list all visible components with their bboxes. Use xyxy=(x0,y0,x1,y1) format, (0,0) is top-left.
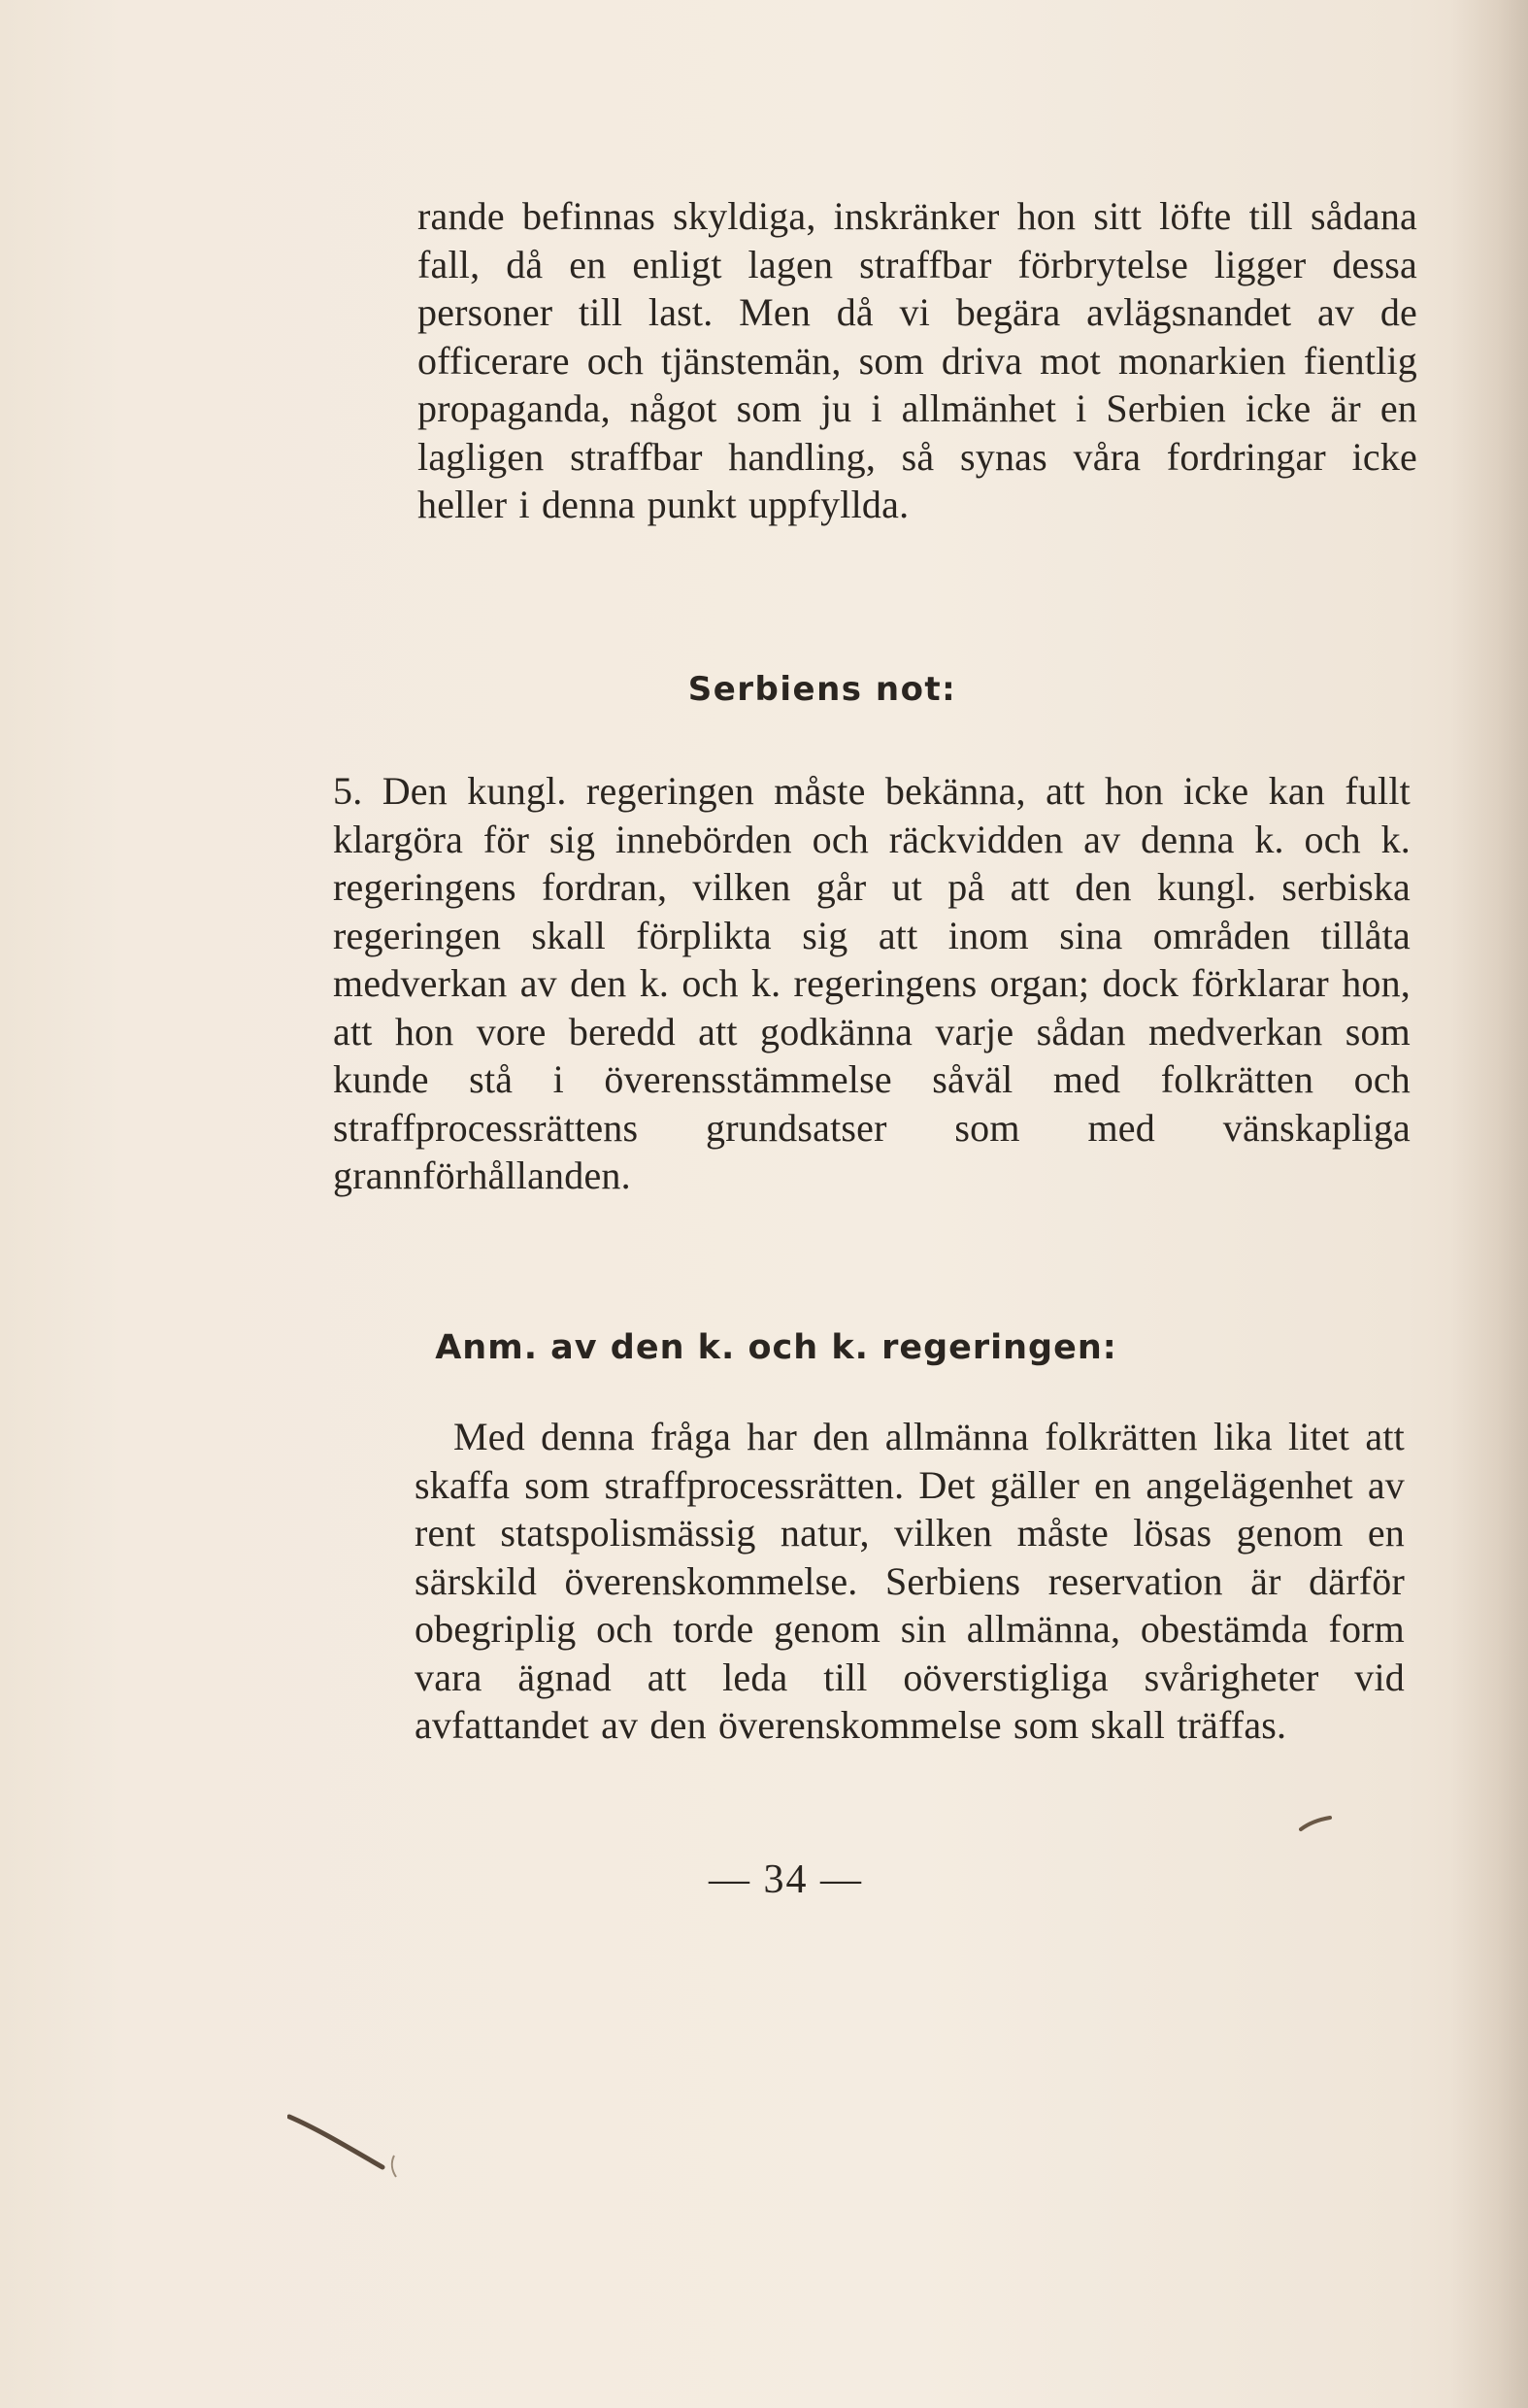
paragraph-3-text: Med denna fråga har den allmänna folkrätten lika litet att skaffa som straffprocessrätten. Det gäller en angelägenhet av rent statspolismässig natur, vilken måste lösas genom en särskild överenskommelse. Serbiens reservation är därför obegriplig och torde genom sin allmänna, obestämda form vara ägnad att leda till oöverstigliga svårigheter vid avfattandet av den överenskommelse som skall träffas. xyxy=(415,1415,1405,1747)
page-number: — 34 — xyxy=(709,1857,863,1902)
section-heading-anmarkning: Anm. av den k. och k. regeringen: xyxy=(435,1328,1117,1367)
page-edge-shadow xyxy=(1450,0,1528,2408)
paragraph-2-text: 5. Den kungl. regeringen måste bekänna, att hon icke kan fullt klargöra för sig innebörden och räckvidden av denna k. och k. regeringens fordran, vilken går ut på att den kungl. serbiska regeringen skall förplikta sig att inom sina områden tillåta medverkan av den k. och k. regeringens organ; dock förklarar hon, att hon vore beredd att godkänna varje sådan medverkan som kunde stå i överensstämmelse såväl med folkrätten och straffprocessrättens grundsatser som med vänskapliga grannförhållanden. xyxy=(333,769,1411,1197)
paragraph-continuation xyxy=(417,192,1417,529)
paper-mark-icon xyxy=(287,2107,404,2185)
paragraph-point-5 xyxy=(333,767,1411,1200)
paragraph-1-text: rande befinnas skyldiga, inskränker hon sitt löfte till sådana fall, då en enligt lagen straffbar förbrytelse ligger dessa personer till last. Men då vi begära avlägsnandet av de officerare och tjänstemän, som driva mot monarkien fientlig propaganda, något som ju i allmänhet i Serbien icke är en lagligen straffbar handling, så synas våra fordringar icke heller i denna punkt uppfyllda. xyxy=(417,194,1417,526)
ink-fleck-icon xyxy=(1299,1814,1334,1833)
section-heading-serbiens-not: Serbiens not: xyxy=(687,670,957,709)
paragraph-remark xyxy=(415,1413,1405,1750)
